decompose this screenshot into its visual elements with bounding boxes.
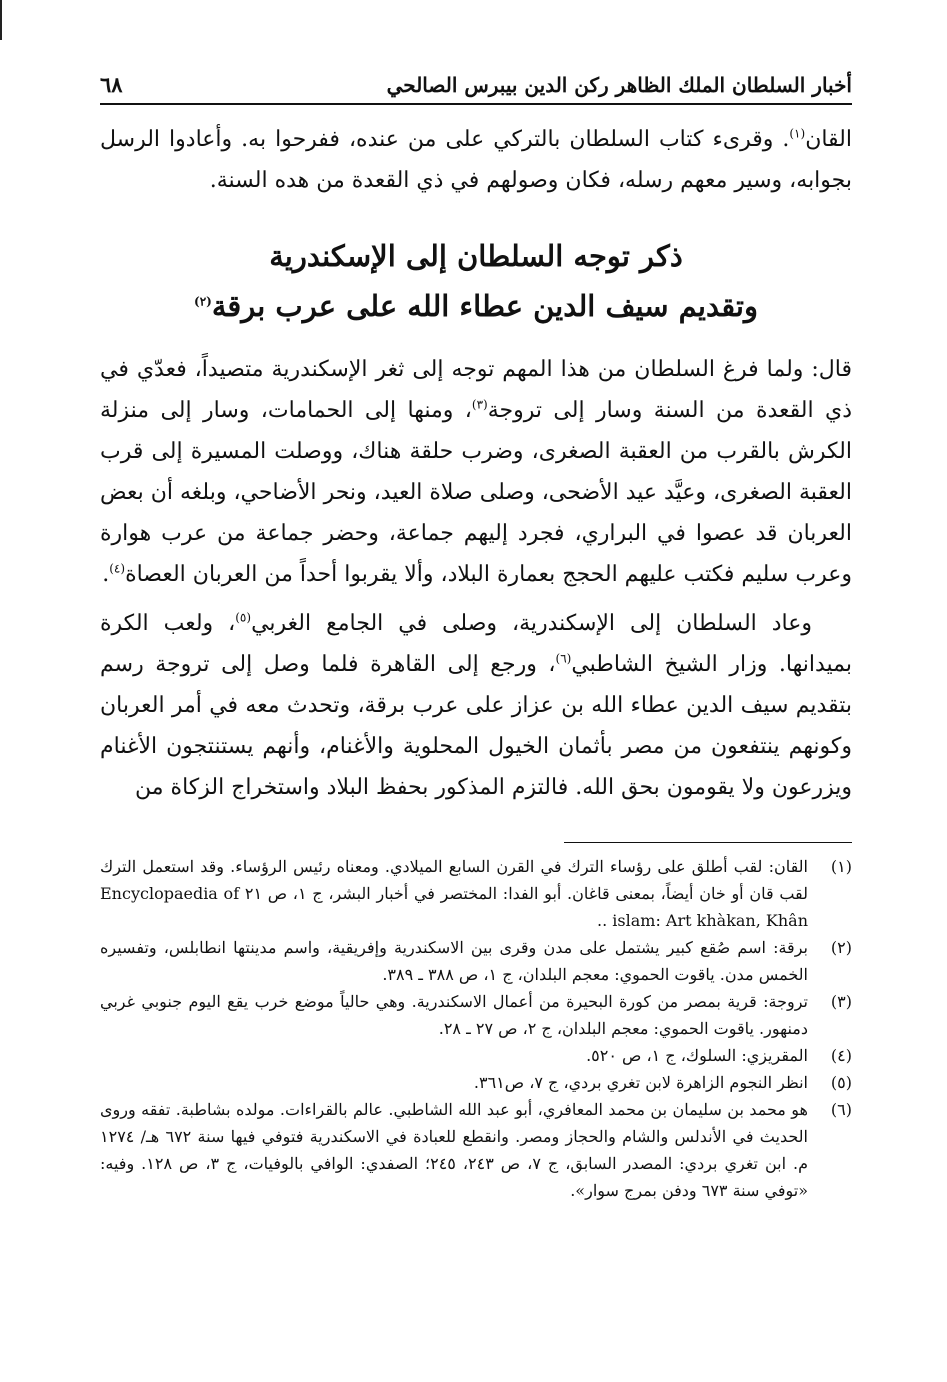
- footnote-text: المقريزي: السلوك، ج ١، ص ٥٢٠.: [586, 1046, 808, 1065]
- footnote-number: (٦): [830, 1100, 852, 1119]
- footnote-text: انظر النجوم الزاهرة لابن تغري بردي، ج ٧، ص٣٦١.: [473, 1073, 808, 1092]
- para1-part3: .: [102, 562, 110, 587]
- footnote-3: [100, 988, 852, 1042]
- footnote-2: [100, 934, 852, 988]
- scan-edge-mark: [0, 0, 2, 40]
- footnote-text: هو محمد بن سليمان بن محمد المعافري، أبو عبد الله الشاطبي. عالم بالقراءات. مولده بشاطبة. تفقه وروى الحديث في الأندلس والشام والحجاز ومصر. وانقطع للعبادة في الاسكندرية فتوفي فيها سنة ٦٧٢ هـ/ ١٢٧٤ م. ابن تغري بردي: المصدر السابق، ج ٧، ص ٢٤٣، ٢٤٥؛ الصفدي: الوافي بالوفيات، ج ٣، ص ١٢٨. وفيه: «توفي سنة ٦٧٣ ودفن بمرج سوار».: [100, 1100, 809, 1200]
- para1-part2: ، ومنها إلى الحمامات، وسار إلى منزلة الكرش بالقرب من العقبة الصغرى، وضرب حلقة هناك، ووصلت المسيرة إلى قرب العقبة الصغرى، وعيَّد عيد الأضحى، وصلى صلاة العيد، ونحر الأضاحي، وبلغه أن بعض العربان قد عصوا في البراري، فجرد إليهم جماعة، وحضر جماعة من عرب هوارة وعرب سليم فكتب عليهم الحجج بعمارة البلاد، وألا يقربوا أحداً من العربان العصاة: [100, 398, 852, 587]
- footnote-number: (٢): [830, 938, 852, 957]
- page-header: [100, 72, 852, 105]
- footnote-separator: [564, 842, 852, 843]
- footnote-1-tail: ..: [597, 911, 608, 930]
- footnote-1-arabic: القان: لقب أطلق على رؤساء الترك في القرن السابع الميلادي. ومعناه رئيس الرؤساء. وقد استعمل الترك لقب قان أو خان أيضاً، بمعنى قاغان. أبو الفدا: المختصر في أخبار البشر، ج ١، ص ٢١: [100, 857, 809, 903]
- footnote-text: [100, 853, 808, 934]
- footnote-ref-4: (٤): [109, 561, 126, 576]
- section-title-line-1: ذكر توجه السلطان إلى الإسكندرية: [269, 239, 683, 273]
- footnote-text: برقة: اسم صُقع كبير يشتمل على مدن وقرى بين الاسكندرية وإفريقية، واسم مدينتها انطابلس، وتفسيره الخمس مدن. ياقوت الحموي: معجم البلدان، ج ١، ص ٣٨٨ ـ ٣٨٩.: [100, 938, 808, 984]
- footnote-4: [100, 1042, 852, 1069]
- para2-part1: وعاد السلطان إلى الإسكندرية، وصلى في الجامع الغربي: [251, 611, 813, 636]
- footnote-6: [100, 1096, 852, 1204]
- intro-text-start: القان: [805, 127, 852, 152]
- section-title-line-2: [100, 281, 852, 331]
- para1-part1: قال: ولما فرغ السلطان من هذا المهم توجه إلى ثغر الإسكندرية متصيداً، فعدّي في ذي القعدة من السنة وسار إلى تروجة: [100, 357, 852, 423]
- footnote-ref-2: (٢): [194, 294, 212, 309]
- footnote-ref-6: (٦): [555, 651, 572, 666]
- body-paragraph-1: [100, 349, 852, 595]
- footnotes: [100, 853, 852, 1204]
- section-title: [100, 231, 852, 331]
- intro-text-rest: . وقرىء كتاب السلطان بالتركي على من عنده، ففرحوا به. وأعادوا الرسل بجوابه، وسير معهم رسله، فكان وصولهم في ذي القعدة من هده السنة.: [100, 127, 852, 193]
- page-number: ٦٨: [100, 72, 123, 97]
- body-paragraph-2: [100, 603, 852, 808]
- footnote-ref-3: (٣): [471, 397, 488, 412]
- footnote-number: (١): [830, 857, 852, 876]
- footnote-number: (٥): [830, 1073, 852, 1092]
- footnote-5: [100, 1069, 852, 1096]
- section-title-line-2-text: وتقديم سيف الدين عطاء الله على عرب برقة: [211, 289, 758, 323]
- running-title: أخبار السلطان الملك الظاهر ركن الدين بيبرس الصالحي: [386, 73, 852, 97]
- intro-paragraph: [100, 119, 852, 201]
- book-page: [100, 72, 852, 1204]
- footnote-text: تروجة: قرية بمصر من كورة البحيرة من أعمال الاسكندرية. وهي حالياً موضع خرب يقع اليوم جنوبي غربي دمنهور. ياقوت الحموي: معجم البلدان، ج ٢، ص ٢٧ ـ ٢٨.: [100, 992, 808, 1038]
- footnote-1: [100, 853, 852, 934]
- footnote-ref-1: (١): [789, 126, 806, 141]
- para2-part3: ، ورجع إلى القاهرة فلما وصل إلى تروجة رسم بتقديم سيف الدين عطاء الله بن عزاز على عرب برقة، وتحدث معه في أمر العربان وكونهم ينتفعون من مصر بأثمان الخيول المحلوية والأغنام، وأنهم يستنتجون الأغنام ويزرعون ولا يقومون بحق الله. فالتزم المذكور بحفظ البلاد واستخراج الزكاة من: [100, 652, 852, 800]
- footnote-number: (٤): [830, 1046, 852, 1065]
- footnote-ref-5: (٥): [235, 610, 252, 625]
- para2-part2: ، ولعب الكرة بميدانها. وزار الشيخ الشاطبي: [100, 611, 852, 677]
- footnote-1-latin: Encyclopaedia of islam: Art khàkan, Khân: [100, 884, 808, 930]
- footnote-number: (٣): [830, 992, 852, 1011]
